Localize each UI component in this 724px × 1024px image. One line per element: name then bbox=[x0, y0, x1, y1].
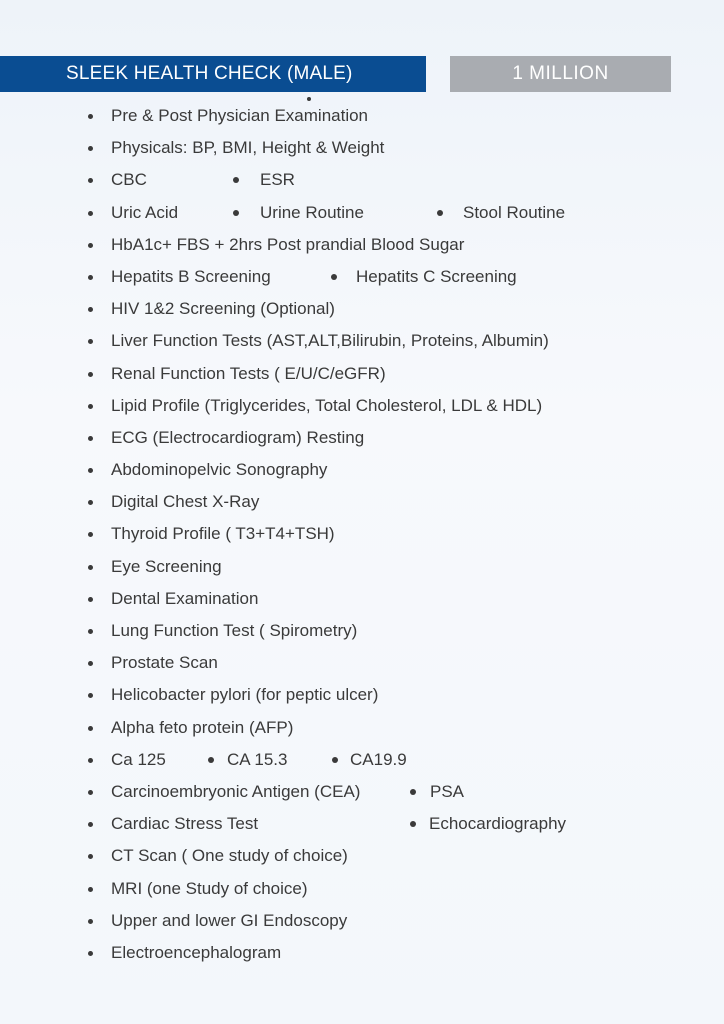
test-list bbox=[0, 100, 724, 969]
test-item bbox=[0, 164, 724, 196]
test-item bbox=[0, 358, 724, 390]
bullet-icon bbox=[437, 210, 443, 216]
test-label: CA19.9 bbox=[350, 749, 407, 769]
test-item bbox=[0, 132, 724, 164]
test-item bbox=[0, 679, 724, 711]
bullet-icon bbox=[88, 758, 93, 763]
bullet-icon bbox=[88, 565, 93, 570]
test-label: Renal Function Tests ( E/U/C/eGFR) bbox=[111, 363, 386, 383]
bullet-icon bbox=[88, 887, 93, 892]
test-label: PSA bbox=[430, 781, 465, 801]
test-label: Uric Acid bbox=[111, 202, 179, 222]
test-label: Prostate Scan bbox=[111, 653, 218, 673]
bullet-icon bbox=[233, 177, 239, 183]
test-item bbox=[0, 873, 724, 905]
bullet-icon bbox=[88, 726, 93, 731]
bullet-icon bbox=[88, 275, 93, 280]
bullet-icon bbox=[332, 757, 338, 763]
test-label: Lipid Profile (Triglycerides, Total Cholesterol, LDL & HDL) bbox=[111, 395, 543, 415]
bullet-icon bbox=[88, 468, 93, 473]
test-item bbox=[0, 486, 724, 518]
test-label: Hepatits C Screening bbox=[356, 266, 517, 286]
test-label: Digital Chest X-Ray bbox=[111, 492, 260, 512]
bullet-icon bbox=[88, 243, 93, 248]
test-label: HbA1c+ FBS + 2hrs Post prandial Blood Sugar bbox=[111, 234, 465, 254]
test-item bbox=[0, 454, 724, 486]
test-label: CA 15.3 bbox=[227, 749, 288, 769]
test-label: Alpha feto protein (AFP) bbox=[111, 717, 294, 737]
bullet-icon bbox=[88, 822, 93, 827]
test-item bbox=[0, 840, 724, 872]
test-item bbox=[0, 325, 724, 357]
test-label: CT Scan ( One study of choice) bbox=[111, 846, 348, 866]
test-label: Liver Function Tests (AST,ALT,Bilirubin, Proteins, Albumin) bbox=[111, 331, 549, 351]
bullet-icon bbox=[88, 951, 93, 956]
test-item bbox=[0, 422, 724, 454]
package-price: 1 MILLION bbox=[450, 56, 671, 92]
test-item bbox=[0, 937, 724, 969]
test-label: Urine Routine bbox=[260, 202, 364, 222]
bullet-icon bbox=[88, 790, 93, 795]
test-item bbox=[0, 518, 724, 550]
test-item bbox=[0, 583, 724, 615]
test-label: Lung Function Test ( Spirometry) bbox=[111, 621, 358, 640]
bullet-icon bbox=[88, 404, 93, 409]
test-label: ECG (Electrocardiogram) Resting bbox=[111, 427, 365, 447]
test-label: Physicals: BP, BMI, Height & Weight bbox=[111, 138, 385, 158]
bullet-icon bbox=[233, 210, 239, 216]
test-label: ESR bbox=[260, 170, 295, 190]
test-item bbox=[0, 293, 724, 325]
bullet-icon bbox=[88, 339, 93, 344]
bullet-icon bbox=[88, 436, 93, 441]
bullet-icon bbox=[88, 532, 93, 537]
test-item bbox=[0, 712, 724, 744]
bullet-icon bbox=[88, 597, 93, 602]
test-item bbox=[0, 261, 724, 293]
bullet-icon bbox=[88, 372, 93, 377]
test-label: MRI (one Study of choice) bbox=[111, 878, 308, 898]
test-item bbox=[0, 647, 724, 679]
test-item bbox=[0, 390, 724, 422]
bullet-icon bbox=[88, 919, 93, 924]
test-label: Echocardiography bbox=[429, 814, 567, 834]
test-label: Dental Examination bbox=[111, 588, 259, 608]
test-item bbox=[0, 100, 724, 132]
test-item bbox=[0, 229, 724, 261]
test-item bbox=[0, 744, 724, 776]
test-item bbox=[0, 551, 724, 583]
test-item bbox=[0, 905, 724, 937]
test-label: HIV 1&2 Screening (Optional) bbox=[111, 299, 335, 319]
test-label: Ca 125 bbox=[111, 749, 166, 769]
bullet-icon bbox=[410, 821, 416, 827]
test-label: Helicobacter pylori (for peptic ulcer) bbox=[111, 685, 379, 705]
bullet-icon bbox=[88, 629, 93, 634]
test-item bbox=[0, 615, 724, 647]
test-item bbox=[0, 197, 724, 229]
test-label: Carcinoembryonic Antigen (CEA) bbox=[111, 781, 361, 801]
test-label: Hepatits B Screening bbox=[111, 266, 271, 286]
package-title: SLEEK HEALTH CHECK (MALE) bbox=[0, 56, 426, 92]
bullet-icon bbox=[88, 146, 93, 151]
test-label: Stool Routine bbox=[463, 202, 566, 222]
test-label: Eye Screening bbox=[111, 556, 222, 576]
test-item bbox=[0, 776, 724, 808]
test-label: Upper and lower GI Endoscopy bbox=[111, 910, 348, 930]
bullet-icon bbox=[88, 211, 93, 216]
test-label: Abdominopelvic Sonography bbox=[111, 460, 328, 480]
bullet-icon bbox=[410, 789, 416, 795]
test-label: CBC bbox=[111, 170, 147, 190]
test-label: Cardiac Stress Test bbox=[111, 814, 259, 834]
bullet-icon bbox=[208, 757, 214, 763]
bullet-icon bbox=[88, 661, 93, 666]
bullet-icon bbox=[88, 693, 93, 698]
test-label: Electroencephalogram bbox=[111, 942, 282, 962]
bullet-icon bbox=[88, 114, 93, 119]
bullet-icon bbox=[88, 500, 93, 505]
bullet-icon bbox=[88, 307, 93, 312]
bullet-icon bbox=[331, 274, 337, 280]
bullet-icon bbox=[88, 178, 93, 183]
bullet-icon bbox=[88, 854, 93, 859]
test-label: Thyroid Profile ( T3+T4+TSH) bbox=[111, 524, 335, 544]
test-label: Pre & Post Physician Examination bbox=[111, 106, 369, 125]
test-item bbox=[0, 808, 724, 840]
